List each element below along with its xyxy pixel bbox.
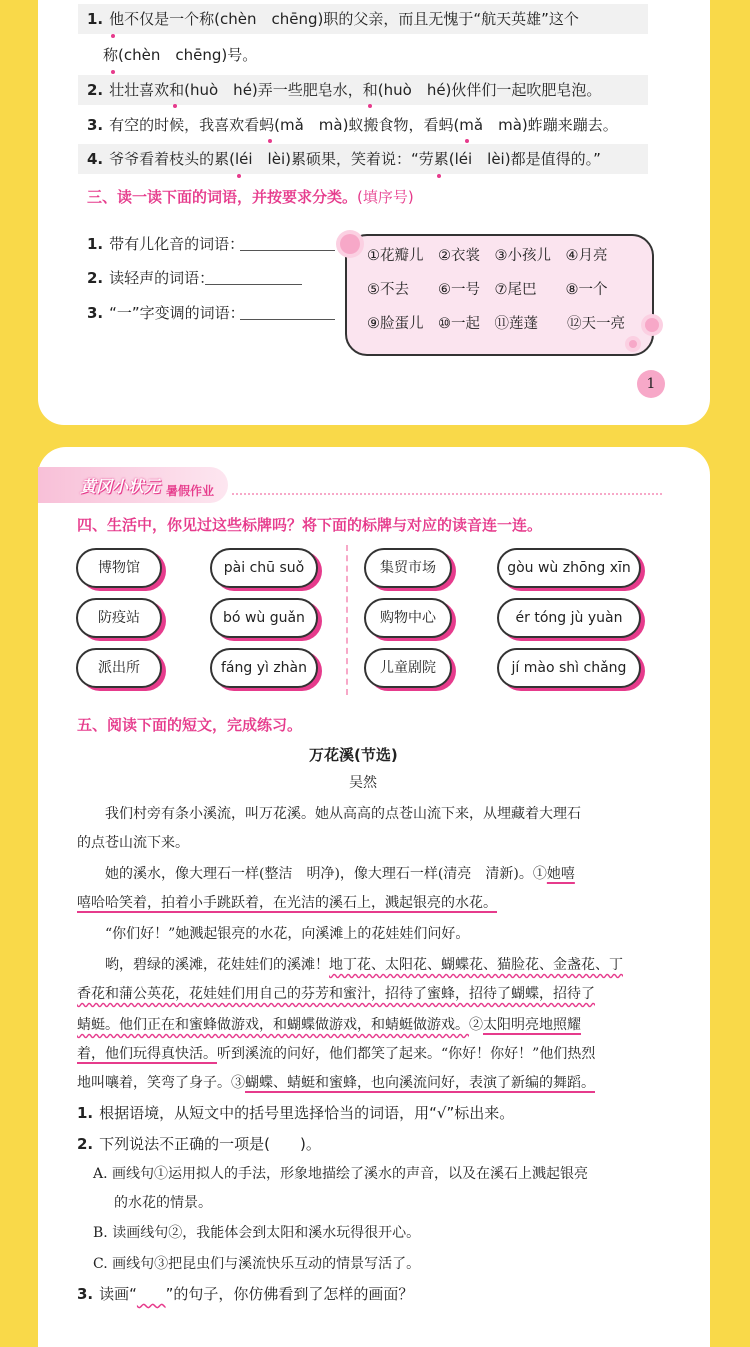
section-5-title: 五、阅读下面的短文，完成练习。 xyxy=(77,716,303,734)
passage-line: 香花和蒲公英花，花娃娃们用自己的芬芳和蜜汁，招待了蜜蜂，招待了蝴蝶，招待了 xyxy=(77,986,595,1002)
passage-title: 万花溪(节选) xyxy=(309,746,398,764)
word-row: ①花瓣儿 ②衣裳 ③小孩儿 ④月亮 xyxy=(367,248,608,264)
emphasis-dot xyxy=(368,104,372,108)
answer-blank-2[interactable] xyxy=(205,270,302,285)
wavy-line-sample xyxy=(137,1285,166,1303)
passage-line: 蜻蜓。他们正在和蜜蜂做游戏，和蝴蝶做游戏，和蜻蜓做游戏。②太阳明亮地照耀 xyxy=(77,1017,581,1033)
question-3: 3. 有空的时候，我喜欢看蚂(mǎ mà)蚁搬食物，看蚂(mǎ mà)蚱蹦来蹦去。 xyxy=(87,116,618,134)
classify-q2: 2. 读轻声的词语： xyxy=(87,269,215,287)
homework-label: 暑假作业 xyxy=(166,484,215,498)
question-2: 2. 壮壮喜欢和(huò hé)弄一些肥皂水，和(huò hé)伙伴们一起吹肥皂泡。 xyxy=(87,81,602,99)
emphasis-dot xyxy=(437,174,441,178)
flower-icon xyxy=(340,234,360,254)
passage-line: “你们好！”她溅起银亮的水花，向溪滩上的花娃娃们问好。 xyxy=(105,926,470,942)
answer-blank-1[interactable] xyxy=(240,236,335,251)
brand-logo: 黄冈小状元 xyxy=(80,477,161,496)
passage-line: 她的溪水，像大理石一样(整洁 明净)，像大理石一样(清亮 清新)。①她嘻 xyxy=(105,866,575,882)
passage-line: 着，他们玩得真快活。听到溪流的问好，他们都笑了起来。“你好！你好！”他们热烈 xyxy=(77,1046,596,1062)
header-divider xyxy=(232,493,662,495)
pinyin-card[interactable]: gòu wù zhōng xīn xyxy=(497,548,641,588)
flower-icon xyxy=(629,340,637,348)
passage-line: 嘻哈哈笑着，拍着小手跳跃着，在光洁的溪石上，溅起银亮的水花。 xyxy=(77,895,497,911)
question-1-cont: 称(chèn chēng)号。 xyxy=(103,46,258,64)
option-a[interactable]: A. 画线句①运用拟人的手法，形象地描绘了溪水的声音，以及在溪石上溅起银亮 xyxy=(93,1166,589,1182)
pinyin-card[interactable]: jí mào shì chǎng xyxy=(497,648,641,688)
section-3-title: 三、读一读下面的词语，并按要求分类。(填序号) xyxy=(87,188,414,206)
emphasis-dot xyxy=(237,174,241,178)
sign-museum[interactable]: 博物馆 xyxy=(76,548,162,588)
passage-line: 我们村旁有条小溪流，叫万花溪。她从高高的点苍山流下来，从埋藏着大理石 xyxy=(105,806,581,822)
question-4: 4. 爷爷看着枝头的累(léi lèi)累硕果，笑着说：“劳累(léi lèi)都是值得的。” xyxy=(87,150,601,168)
word-row: ⑨脸蛋儿 ⑩一起 ⑪莲蓬 ⑫天一亮 xyxy=(367,316,625,332)
pinyin-card[interactable]: bó wù guǎn xyxy=(210,598,318,638)
option-a-cont: 的水花的情景。 xyxy=(114,1195,212,1211)
classify-q3: 3. “一”字变调的词语： xyxy=(87,304,245,322)
page-number: 1 xyxy=(637,370,665,398)
section-4-title: 四、生活中，你见过这些标牌吗？将下面的标牌与对应的读音连一连。 xyxy=(77,516,543,534)
emphasis-dot xyxy=(111,70,115,74)
sign-epidemic-station[interactable]: 防疫站 xyxy=(76,598,162,638)
pinyin-card[interactable]: ér tóng jù yuàn xyxy=(497,598,641,638)
word-bank xyxy=(345,234,654,356)
flower-icon xyxy=(645,318,659,332)
pinyin-card[interactable]: fáng yì zhàn xyxy=(210,648,318,688)
column-divider xyxy=(346,545,348,695)
reading-question-1: 1. 根据语境，从短文中的括号里选择恰当的词语，用“√”标出来。 xyxy=(77,1104,515,1122)
sign-police-station[interactable]: 派出所 xyxy=(76,648,162,688)
answer-blank-3[interactable] xyxy=(240,305,335,320)
emphasis-dot xyxy=(465,139,469,143)
passage-line: 哟，碧绿的溪滩，花娃娃们的溪滩！地丁花、太阳花、蝴蝶花、猫脸花、金盏花、丁 xyxy=(105,957,623,973)
passage-line: 的点苍山流下来。 xyxy=(77,835,189,851)
sign-market[interactable]: 集贸市场 xyxy=(364,548,452,588)
pinyin-card[interactable]: pài chū suǒ xyxy=(210,548,318,588)
reading-question-3: 3. 读画“ ”的句子，你仿佛看到了怎样的画面？ xyxy=(77,1285,414,1303)
word-row: ⑤不去 ⑥一号 ⑦尾巴 ⑧一个 xyxy=(367,282,608,298)
option-c[interactable]: C. 画线句③把昆虫们与溪流快乐互动的情景写活了。 xyxy=(93,1256,421,1272)
passage-line: 地叫嚷着，笑弯了身子。③蝴蝶、蜻蜓和蜜蜂，也向溪流问好，表演了新编的舞蹈。 xyxy=(77,1075,595,1091)
sign-shopping-center[interactable]: 购物中心 xyxy=(364,598,452,638)
question-1: 1. 他不仅是一个称(chèn chēng)职的父亲，而且无愧于“航天英雄”这个 xyxy=(87,10,579,28)
passage-author: 吴然 xyxy=(349,775,377,791)
classify-q1: 1. 带有儿化音的词语： xyxy=(87,235,245,253)
sign-children-theater[interactable]: 儿童剧院 xyxy=(364,648,452,688)
reading-question-2: 2. 下列说法不正确的一项是( )。 xyxy=(77,1135,321,1153)
emphasis-dot xyxy=(268,139,272,143)
option-b[interactable]: B. 读画线句②，我能体会到太阳和溪水玩得很开心。 xyxy=(93,1225,421,1241)
emphasis-dot xyxy=(111,34,115,38)
emphasis-dot xyxy=(173,104,177,108)
